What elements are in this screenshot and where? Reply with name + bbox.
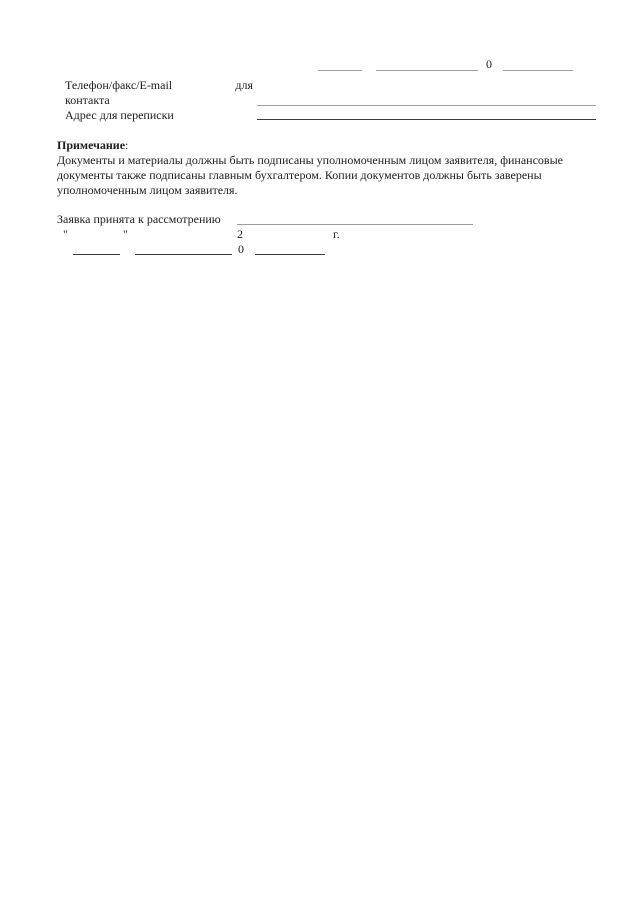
acceptance-fill-line [237, 224, 473, 225]
year-suffix: г. [333, 227, 340, 241]
day-blank-line [73, 254, 120, 255]
note-body [57, 153, 563, 198]
year-digit-zero: 0 [238, 242, 244, 256]
year-digit-zero: 0 [486, 57, 492, 71]
year-blank-line [255, 254, 325, 255]
phone-label-for: для [235, 78, 253, 92]
note-title: Примечание [57, 138, 126, 152]
note-line: уполномоченным лицом заявителя. [57, 183, 238, 197]
address-label: Адрес для переписки [65, 108, 174, 122]
blank-line [318, 70, 362, 71]
phone-label-text: Телефон/факс/E-mail [65, 78, 173, 92]
note-line: документы также подписаны главным бухгалтером. Копии документов должны быть заверены [57, 168, 542, 182]
note-title-colon: : [125, 138, 129, 152]
year-digit-two: 2 [237, 227, 243, 241]
address-fill-line [257, 119, 596, 120]
acceptance-label: Заявка принята к рассмотрению [57, 212, 221, 226]
phone-fax-email-label [65, 78, 253, 108]
note-title-row [57, 138, 128, 153]
date-open-quote: " [63, 227, 68, 241]
phone-fill-line [257, 105, 596, 106]
month-blank-line [135, 254, 232, 255]
blank-line [503, 70, 573, 71]
date-close-quote: " [123, 227, 128, 241]
phone-label-contact: контакта [65, 93, 110, 107]
note-line: Документы и материалы должны быть подписаны уполномоченным лицом заявителя, финансовые [57, 153, 563, 167]
blank-line [376, 70, 478, 71]
